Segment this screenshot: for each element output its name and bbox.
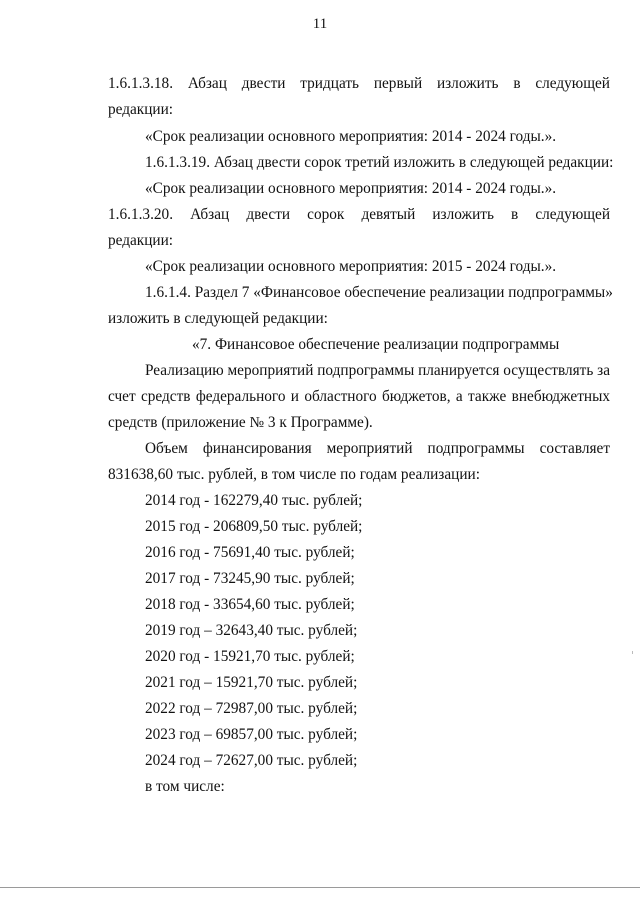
paragraph-line: 1.6.1.4. Раздел 7 «Финансовое обеспечение реализации подпрограммы»	[145, 284, 613, 301]
paragraph-line: «Срок реализации основного мероприятия: 2014 - 2024 годы.».	[145, 180, 557, 197]
paragraph-line: изложить в следующей редакции:	[108, 310, 328, 327]
funding-year-line: 2015 год - 206809,50 тыс. рублей;	[145, 518, 363, 535]
paragraph-line: в том числе:	[145, 778, 225, 795]
funding-year-line: 2018 год - 33654,60 тыс. рублей;	[145, 596, 355, 613]
paragraph-line: 831638,60 тыс. рублей, в том числе по годам реализации:	[108, 466, 480, 483]
paragraph-line: «Срок реализации основного мероприятия: 2014 - 2024 годы.».	[145, 128, 557, 145]
funding-year-line: 2017 год - 73245,90 тыс. рублей;	[145, 570, 355, 587]
funding-year-line: 2020 год - 15921,70 тыс. рублей;	[145, 648, 355, 665]
funding-year-line: 2024 год – 72627,00 тыс. рублей;	[145, 752, 358, 769]
page-bottom-edge	[0, 887, 640, 888]
paragraph-line: Объем финансирования мероприятий подпрограммы составляет	[145, 440, 610, 457]
funding-year-line: 2016 год - 75691,40 тыс. рублей;	[145, 544, 355, 561]
funding-year-line: 2019 год – 32643,40 тыс. рублей;	[145, 622, 358, 639]
section-heading: «7. Финансовое обеспечение реализации подпрограммы	[192, 336, 560, 353]
paragraph-line: 1.6.1.3.20. Абзац двести сорок девятый изложить в следующей	[108, 206, 610, 223]
funding-year-line: 2014 год - 162279,40 тыс. рублей;	[145, 492, 363, 509]
scan-speck	[632, 651, 633, 654]
paragraph-line: средств (приложение № 3 к Программе).	[108, 414, 373, 431]
page-number: 11	[312, 16, 328, 32]
paragraph-line: счет средств федерального и областного бюджетов, а также внебюджетных	[108, 388, 610, 405]
paragraph-line: редакции:	[108, 232, 174, 249]
paragraph-line: 1.6.1.3.19. Абзац двести сорок третий изложить в следующей редакции:	[145, 154, 614, 171]
paragraph-line: 1.6.1.3.18. Абзац двести тридцать первый изложить в следующей	[108, 75, 610, 92]
paragraph-line: «Срок реализации основного мероприятия: 2015 - 2024 годы.».	[145, 258, 557, 275]
funding-year-line: 2022 год – 72987,00 тыс. рублей;	[145, 700, 358, 717]
funding-year-line: 2021 год – 15921,70 тыс. рублей;	[145, 674, 358, 691]
paragraph-line: Реализацию мероприятий подпрограммы планируется осуществлять за	[145, 362, 610, 379]
funding-year-line: 2023 год – 69857,00 тыс. рублей;	[145, 726, 358, 743]
paragraph-line: редакции:	[108, 101, 174, 118]
